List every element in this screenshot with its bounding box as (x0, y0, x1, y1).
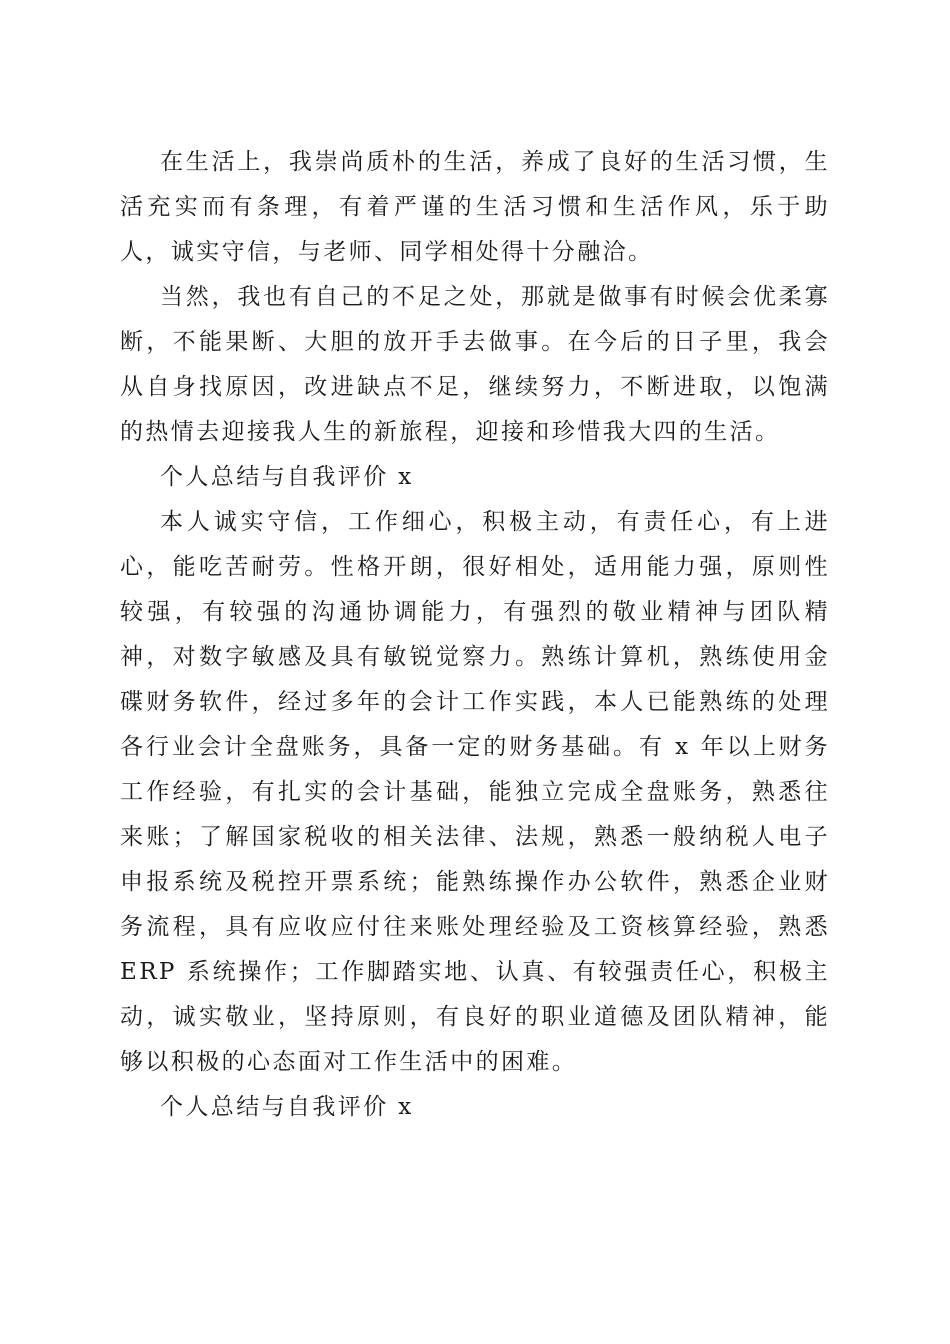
document-body (120, 140, 830, 1130)
paragraph-life: 在生活上，我崇尚质朴的生活，养成了良好的生活习惯，生活充实而有条理，有着严谨的生活习惯和生活作风，乐于助人，诚实守信，与老师、同学相处得十分融洽。 (120, 149, 830, 265)
paragraph-self-evaluation: 本人诚实守信，工作细心，积极主动，有责任心，有上进心，能吃苦耐劳。性格开朗，很好相处，适用能力强，原则性较强，有较强的沟通协调能力，有强烈的敬业精神与团队精神，对数字敏感及具有敏锐觉察力。熟练计算机，熟练使用金碟财务软件，经过多年的会计工作实践，本人已能熟练的处理各行业会计全盘账务，具备一定的财务基础。有 x 年以上财务工作经验，有扎实的会计基础，能独立完成全盘账务，熟悉往来账；了解国家税收的相关法律、法规，熟悉一般纳税人电子申报系统及税控开票系统；能熟练操作办公软件，熟悉企业财务流程，具有应收应付往来账处理经验及工资核算经验，熟悉 ERP 系统操作；工作脚踏实地、认真、有较强责任心，积极主动，诚实敬业，坚持原则，有良好的职业道德及团队精神，能够以积极的心态面对工作生活中的困难。 (120, 509, 830, 1075)
paragraph-shortcomings: 当然，我也有自己的不足之处，那就是做事有时候会优柔寡断，不能果断、大胆的放开手去做事。在今后的日子里，我会从自身找原因，改进缺点不足，继续努力，不断进取，以饱满的热情去迎接我人生的新旅程，迎接和珍惜我大四的生活。 (120, 284, 830, 445)
section-heading: 个人总结与自我评价 x (160, 464, 414, 490)
section-heading: 个人总结与自我评价 x (160, 1094, 414, 1120)
